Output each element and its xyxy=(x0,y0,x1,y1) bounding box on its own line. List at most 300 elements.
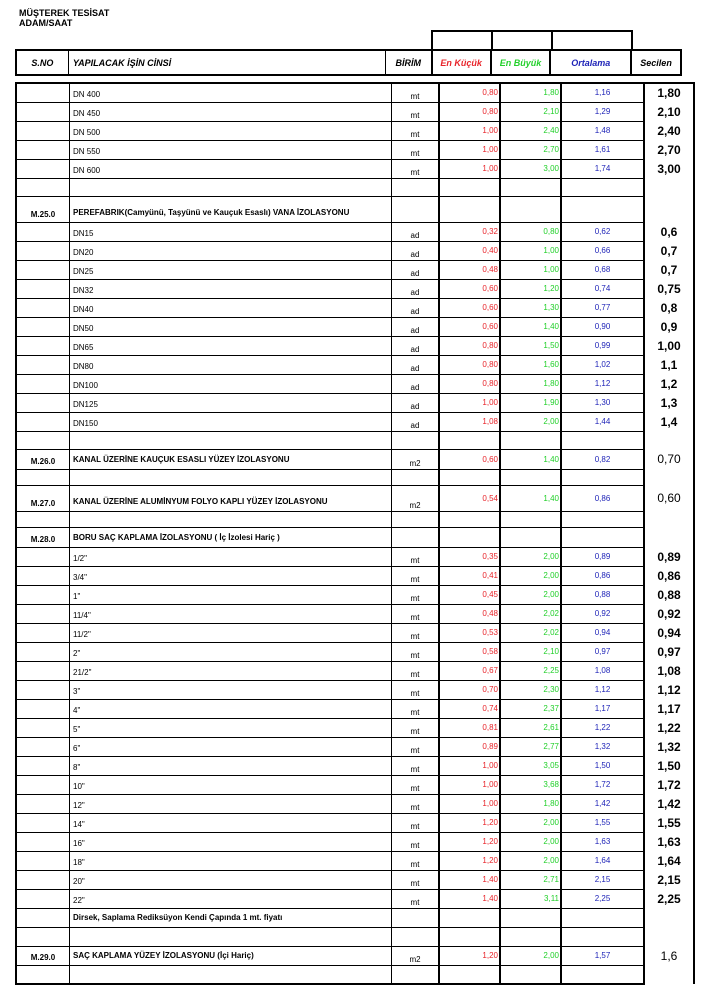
row-average-value: 1,08 xyxy=(561,661,644,680)
row-unit: ad xyxy=(392,260,440,279)
table-row xyxy=(16,604,694,623)
data-table xyxy=(15,82,695,985)
row-unit: mt xyxy=(392,775,440,794)
row-sno: M.27.0 xyxy=(16,485,70,511)
row-sno xyxy=(16,813,70,832)
header-top-box-max xyxy=(491,30,552,50)
row-unit: m2 xyxy=(392,449,440,469)
table-row xyxy=(16,946,694,965)
row-sno xyxy=(16,279,70,298)
row-description: DN65 xyxy=(70,336,392,355)
row-description: 3" xyxy=(70,680,392,699)
row-max-value: 1,00 xyxy=(500,260,561,279)
row-selected-value xyxy=(644,431,694,449)
row-average-value: 0,66 xyxy=(561,241,644,260)
row-average-value: 1,57 xyxy=(561,946,644,965)
row-selected-value: 1,72 xyxy=(644,775,694,794)
row-unit: ad xyxy=(392,298,440,317)
row-average-value: 1,12 xyxy=(561,374,644,393)
row-selected-value: 1,1 xyxy=(644,355,694,374)
row-selected-value xyxy=(644,927,694,946)
row-unit: mt xyxy=(392,83,440,102)
table-row xyxy=(16,642,694,661)
row-max-value: 3,68 xyxy=(500,775,561,794)
row-selected-value: 0,75 xyxy=(644,279,694,298)
row-min-value xyxy=(439,927,500,946)
row-average-value: 1,42 xyxy=(561,794,644,813)
row-sno xyxy=(16,83,70,102)
row-min-value: 1,20 xyxy=(439,851,500,870)
row-unit: mt xyxy=(392,870,440,889)
row-sno xyxy=(16,222,70,241)
table-row xyxy=(16,121,694,140)
row-sno: M.29.0 xyxy=(16,946,70,965)
row-sno xyxy=(16,661,70,680)
row-unit: ad xyxy=(392,317,440,336)
row-unit: mt xyxy=(392,851,440,870)
row-unit xyxy=(392,908,440,927)
row-average-value: 0,94 xyxy=(561,623,644,642)
row-max-value: 2,02 xyxy=(500,604,561,623)
row-max-value: 2,40 xyxy=(500,121,561,140)
row-min-value: 0,80 xyxy=(439,83,500,102)
row-average-value: 0,86 xyxy=(561,485,644,511)
row-min-value xyxy=(439,196,500,222)
row-unit: mt xyxy=(392,102,440,121)
row-average-value: 1,30 xyxy=(561,393,644,412)
row-min-value: 0,40 xyxy=(439,241,500,260)
row-min-value: 1,00 xyxy=(439,775,500,794)
data-table-body xyxy=(16,83,694,984)
row-unit xyxy=(392,927,440,946)
table-row xyxy=(16,680,694,699)
row-max-value: 2,25 xyxy=(500,661,561,680)
row-description: DN32 xyxy=(70,279,392,298)
row-description: DN15 xyxy=(70,222,392,241)
row-description: 21/2" xyxy=(70,661,392,680)
row-selected-value: 1,63 xyxy=(644,832,694,851)
row-selected-value: 1,00 xyxy=(644,336,694,355)
row-min-value: 0,70 xyxy=(439,680,500,699)
row-sno xyxy=(16,965,70,984)
row-min-value: 1,20 xyxy=(439,813,500,832)
header-min: En Küçük xyxy=(432,51,492,74)
row-description: 22" xyxy=(70,889,392,908)
table-row xyxy=(16,851,694,870)
row-unit: ad xyxy=(392,222,440,241)
row-average-value: 0,82 xyxy=(561,449,644,469)
row-selected-value xyxy=(644,527,694,547)
row-average-value: 0,62 xyxy=(561,222,644,241)
row-max-value: 2,00 xyxy=(500,412,561,431)
table-row xyxy=(16,159,694,178)
row-min-value: 0,60 xyxy=(439,279,500,298)
row-max-value: 1,40 xyxy=(500,317,561,336)
header-selected: Secilen xyxy=(640,57,672,68)
row-unit: ad xyxy=(392,336,440,355)
row-min-value: 0,48 xyxy=(439,604,500,623)
row-description: 8" xyxy=(70,756,392,775)
header-avg: Ortalama xyxy=(551,51,632,74)
row-average-value: 1,29 xyxy=(561,102,644,121)
header-max: En Büyük xyxy=(492,51,552,74)
row-description: 5" xyxy=(70,718,392,737)
row-min-value: 0,48 xyxy=(439,260,500,279)
row-selected-value: 0,7 xyxy=(644,241,694,260)
table-row xyxy=(16,279,694,298)
row-sno xyxy=(16,412,70,431)
row-unit: ad xyxy=(392,241,440,260)
row-max-value: 1,90 xyxy=(500,393,561,412)
row-average-value: 1,02 xyxy=(561,355,644,374)
table-row xyxy=(16,832,694,851)
row-selected-value: 1,32 xyxy=(644,737,694,756)
row-unit xyxy=(392,965,440,984)
row-selected-value: 2,10 xyxy=(644,102,694,121)
row-selected-value: 3,00 xyxy=(644,159,694,178)
row-sno xyxy=(16,336,70,355)
table-row xyxy=(16,870,694,889)
row-unit: mt xyxy=(392,680,440,699)
row-average-value: 0,90 xyxy=(561,317,644,336)
row-max-value: 1,80 xyxy=(500,794,561,813)
row-description: 3/4" xyxy=(70,566,392,585)
table-row xyxy=(16,355,694,374)
table-row xyxy=(16,431,694,449)
row-selected-value xyxy=(644,965,694,984)
row-min-value xyxy=(439,178,500,196)
row-selected-value: 0,6 xyxy=(644,222,694,241)
row-description: 4" xyxy=(70,699,392,718)
table-row xyxy=(16,196,694,222)
row-min-value: 1,20 xyxy=(439,832,500,851)
row-selected-value: 0,7 xyxy=(644,260,694,279)
row-average-value xyxy=(561,196,644,222)
row-unit: mt xyxy=(392,566,440,585)
row-description: DN 400 xyxy=(70,83,392,102)
row-max-value xyxy=(500,927,561,946)
row-selected-value xyxy=(644,908,694,927)
row-min-value: 0,81 xyxy=(439,718,500,737)
table-row xyxy=(16,140,694,159)
row-sno xyxy=(16,374,70,393)
row-min-value: 0,80 xyxy=(439,355,500,374)
row-selected-value: 2,70 xyxy=(644,140,694,159)
row-selected-value: 1,3 xyxy=(644,393,694,412)
row-selected-value xyxy=(644,511,694,527)
row-sno xyxy=(16,775,70,794)
row-unit: ad xyxy=(392,412,440,431)
row-sno xyxy=(16,511,70,527)
row-unit: mt xyxy=(392,661,440,680)
row-min-value: 0,89 xyxy=(439,737,500,756)
row-min-value xyxy=(439,908,500,927)
row-max-value: 2,10 xyxy=(500,102,561,121)
row-average-value: 1,22 xyxy=(561,718,644,737)
row-description: 10" xyxy=(70,775,392,794)
row-selected-value: 0,60 xyxy=(644,485,694,511)
row-sno xyxy=(16,889,70,908)
row-min-value: 1,00 xyxy=(439,159,500,178)
table-row xyxy=(16,775,694,794)
row-max-value: 2,00 xyxy=(500,547,561,566)
row-unit: ad xyxy=(392,355,440,374)
row-description: DN125 xyxy=(70,393,392,412)
row-unit: mt xyxy=(392,832,440,851)
row-description: 12" xyxy=(70,794,392,813)
row-sno xyxy=(16,566,70,585)
row-max-value: 1,80 xyxy=(500,374,561,393)
row-max-value: 1,20 xyxy=(500,279,561,298)
row-max-value: 2,00 xyxy=(500,585,561,604)
row-selected-value: 0,97 xyxy=(644,642,694,661)
row-unit: m2 xyxy=(392,485,440,511)
row-max-value xyxy=(500,965,561,984)
row-average-value xyxy=(561,469,644,485)
table-row xyxy=(16,908,694,927)
document-subtitle: ADAM/SAAT xyxy=(19,18,73,28)
row-description: 14" xyxy=(70,813,392,832)
table-row xyxy=(16,718,694,737)
header-top-box-min xyxy=(431,30,492,50)
row-average-value: 1,74 xyxy=(561,159,644,178)
row-average-value: 1,16 xyxy=(561,83,644,102)
row-sno xyxy=(16,121,70,140)
row-average-value: 0,92 xyxy=(561,604,644,623)
row-sno xyxy=(16,102,70,121)
row-average-value: 1,63 xyxy=(561,832,644,851)
row-min-value: 0,60 xyxy=(439,298,500,317)
row-unit xyxy=(392,511,440,527)
table-row xyxy=(16,298,694,317)
row-average-value xyxy=(561,965,644,984)
row-max-value: 2,37 xyxy=(500,699,561,718)
row-description: DN 500 xyxy=(70,121,392,140)
table-row xyxy=(16,374,694,393)
row-max-value: 3,00 xyxy=(500,159,561,178)
row-sno xyxy=(16,756,70,775)
table-row xyxy=(16,699,694,718)
row-unit: mt xyxy=(392,547,440,566)
row-max-value: 2,00 xyxy=(500,566,561,585)
row-max-value: 2,10 xyxy=(500,642,561,661)
row-average-value: 0,99 xyxy=(561,336,644,355)
table-row xyxy=(16,102,694,121)
row-selected-value: 1,12 xyxy=(644,680,694,699)
table-row xyxy=(16,623,694,642)
row-min-value: 0,60 xyxy=(439,449,500,469)
row-sno xyxy=(16,851,70,870)
row-description xyxy=(70,927,392,946)
row-min-value: 1,08 xyxy=(439,412,500,431)
row-selected-value: 1,80 xyxy=(644,83,694,102)
row-min-value: 1,00 xyxy=(439,140,500,159)
row-min-value: 1,00 xyxy=(439,756,500,775)
row-description: PEREFABRIK(Camyünü, Taşyünü ve Kauçuk Esaslı) VANA İZOLASYONU xyxy=(70,196,392,222)
row-description: 11/2" xyxy=(70,623,392,642)
row-sno xyxy=(16,908,70,927)
table-row xyxy=(16,737,694,756)
table-row xyxy=(16,241,694,260)
row-selected-value: 2,40 xyxy=(644,121,694,140)
row-sno xyxy=(16,298,70,317)
row-selected-value xyxy=(644,196,694,222)
row-sno xyxy=(16,832,70,851)
row-unit: ad xyxy=(392,393,440,412)
row-unit: mt xyxy=(392,794,440,813)
row-sno xyxy=(16,140,70,159)
row-description xyxy=(70,178,392,196)
row-average-value: 1,48 xyxy=(561,121,644,140)
row-sno xyxy=(16,737,70,756)
row-max-value: 2,30 xyxy=(500,680,561,699)
table-row xyxy=(16,393,694,412)
row-description: DN25 xyxy=(70,260,392,279)
row-min-value xyxy=(439,527,500,547)
table-row xyxy=(16,317,694,336)
table-row xyxy=(16,527,694,547)
row-unit xyxy=(392,196,440,222)
row-average-value: 1,64 xyxy=(561,851,644,870)
row-unit: mt xyxy=(392,718,440,737)
row-sno xyxy=(16,585,70,604)
table-row xyxy=(16,260,694,279)
row-min-value xyxy=(439,431,500,449)
table-row xyxy=(16,83,694,102)
row-max-value: 2,77 xyxy=(500,737,561,756)
table-row xyxy=(16,756,694,775)
row-sno xyxy=(16,260,70,279)
row-max-value: 1,00 xyxy=(500,241,561,260)
row-sno xyxy=(16,718,70,737)
row-max-value: 2,71 xyxy=(500,870,561,889)
row-max-value: 2,00 xyxy=(500,851,561,870)
row-description xyxy=(70,965,392,984)
row-unit: ad xyxy=(392,374,440,393)
row-unit: m2 xyxy=(392,946,440,965)
row-selected-value: 1,6 xyxy=(644,946,694,965)
row-min-value: 0,53 xyxy=(439,623,500,642)
row-min-value: 0,74 xyxy=(439,699,500,718)
row-max-value: 2,00 xyxy=(500,813,561,832)
row-description: 11/4" xyxy=(70,604,392,623)
row-sno xyxy=(16,178,70,196)
row-description: KANAL ÜZERİNE KAUÇUK ESASLI YÜZEY İZOLASYONU xyxy=(70,449,392,469)
row-max-value xyxy=(500,527,561,547)
row-selected-value: 1,4 xyxy=(644,412,694,431)
row-min-value: 0,80 xyxy=(439,336,500,355)
row-min-value xyxy=(439,469,500,485)
row-max-value: 1,30 xyxy=(500,298,561,317)
row-sno xyxy=(16,469,70,485)
row-min-value: 1,00 xyxy=(439,393,500,412)
row-sno xyxy=(16,680,70,699)
row-selected-value: 0,92 xyxy=(644,604,694,623)
row-unit: mt xyxy=(392,623,440,642)
row-max-value: 2,02 xyxy=(500,623,561,642)
row-average-value: 0,68 xyxy=(561,260,644,279)
row-selected-value: 2,25 xyxy=(644,889,694,908)
row-min-value: 1,00 xyxy=(439,121,500,140)
row-sno xyxy=(16,431,70,449)
row-average-value: 2,15 xyxy=(561,870,644,889)
row-max-value: 2,00 xyxy=(500,832,561,851)
row-selected-value: 0,89 xyxy=(644,547,694,566)
table-row xyxy=(16,794,694,813)
row-max-value: 2,61 xyxy=(500,718,561,737)
row-min-value: 0,58 xyxy=(439,642,500,661)
table-row xyxy=(16,511,694,527)
row-description: DN100 xyxy=(70,374,392,393)
row-min-value: 0,80 xyxy=(439,102,500,121)
header-top-box-avg xyxy=(551,30,633,50)
row-max-value xyxy=(500,469,561,485)
row-unit xyxy=(392,527,440,547)
row-sno xyxy=(16,699,70,718)
table-row xyxy=(16,222,694,241)
row-min-value: 1,20 xyxy=(439,946,500,965)
row-min-value: 1,40 xyxy=(439,889,500,908)
table-row xyxy=(16,469,694,485)
row-average-value: 0,74 xyxy=(561,279,644,298)
row-sno xyxy=(16,927,70,946)
table-row xyxy=(16,585,694,604)
row-sno xyxy=(16,355,70,374)
row-selected-value: 1,2 xyxy=(644,374,694,393)
row-min-value: 0,60 xyxy=(439,317,500,336)
row-average-value: 1,12 xyxy=(561,680,644,699)
row-min-value: 0,80 xyxy=(439,374,500,393)
row-average-value: 0,89 xyxy=(561,547,644,566)
row-selected-value: 0,94 xyxy=(644,623,694,642)
row-description: BORU SAÇ KAPLAMA İZOLASYONU ( İç İzolesi Hariç ) xyxy=(70,527,392,547)
table-row xyxy=(16,813,694,832)
row-selected-value: 1,08 xyxy=(644,661,694,680)
row-description: SAÇ KAPLAMA YÜZEY İZOLASYONU (İçi Hariç) xyxy=(70,946,392,965)
row-description: 16" xyxy=(70,832,392,851)
row-min-value: 0,35 xyxy=(439,547,500,566)
row-sno xyxy=(16,547,70,566)
row-unit: mt xyxy=(392,889,440,908)
row-max-value: 2,00 xyxy=(500,946,561,965)
row-average-value xyxy=(561,927,644,946)
row-unit xyxy=(392,178,440,196)
row-min-value: 0,54 xyxy=(439,485,500,511)
row-min-value: 0,67 xyxy=(439,661,500,680)
row-selected-value: 1,50 xyxy=(644,756,694,775)
row-max-value: 2,70 xyxy=(500,140,561,159)
row-description xyxy=(70,469,392,485)
row-description: DN20 xyxy=(70,241,392,260)
row-sno xyxy=(16,317,70,336)
row-description: 20" xyxy=(70,870,392,889)
row-description: DN50 xyxy=(70,317,392,336)
row-sno: M.28.0 xyxy=(16,527,70,547)
table-row xyxy=(16,661,694,680)
table-row xyxy=(16,965,694,984)
table-row xyxy=(16,566,694,585)
row-average-value: 0,88 xyxy=(561,585,644,604)
row-max-value: 0,80 xyxy=(500,222,561,241)
row-unit: ad xyxy=(392,279,440,298)
row-max-value xyxy=(500,178,561,196)
row-min-value: 0,32 xyxy=(439,222,500,241)
row-selected-value: 1,22 xyxy=(644,718,694,737)
row-unit: mt xyxy=(392,642,440,661)
row-sno xyxy=(16,393,70,412)
row-max-value: 1,50 xyxy=(500,336,561,355)
row-average-value: 0,86 xyxy=(561,566,644,585)
